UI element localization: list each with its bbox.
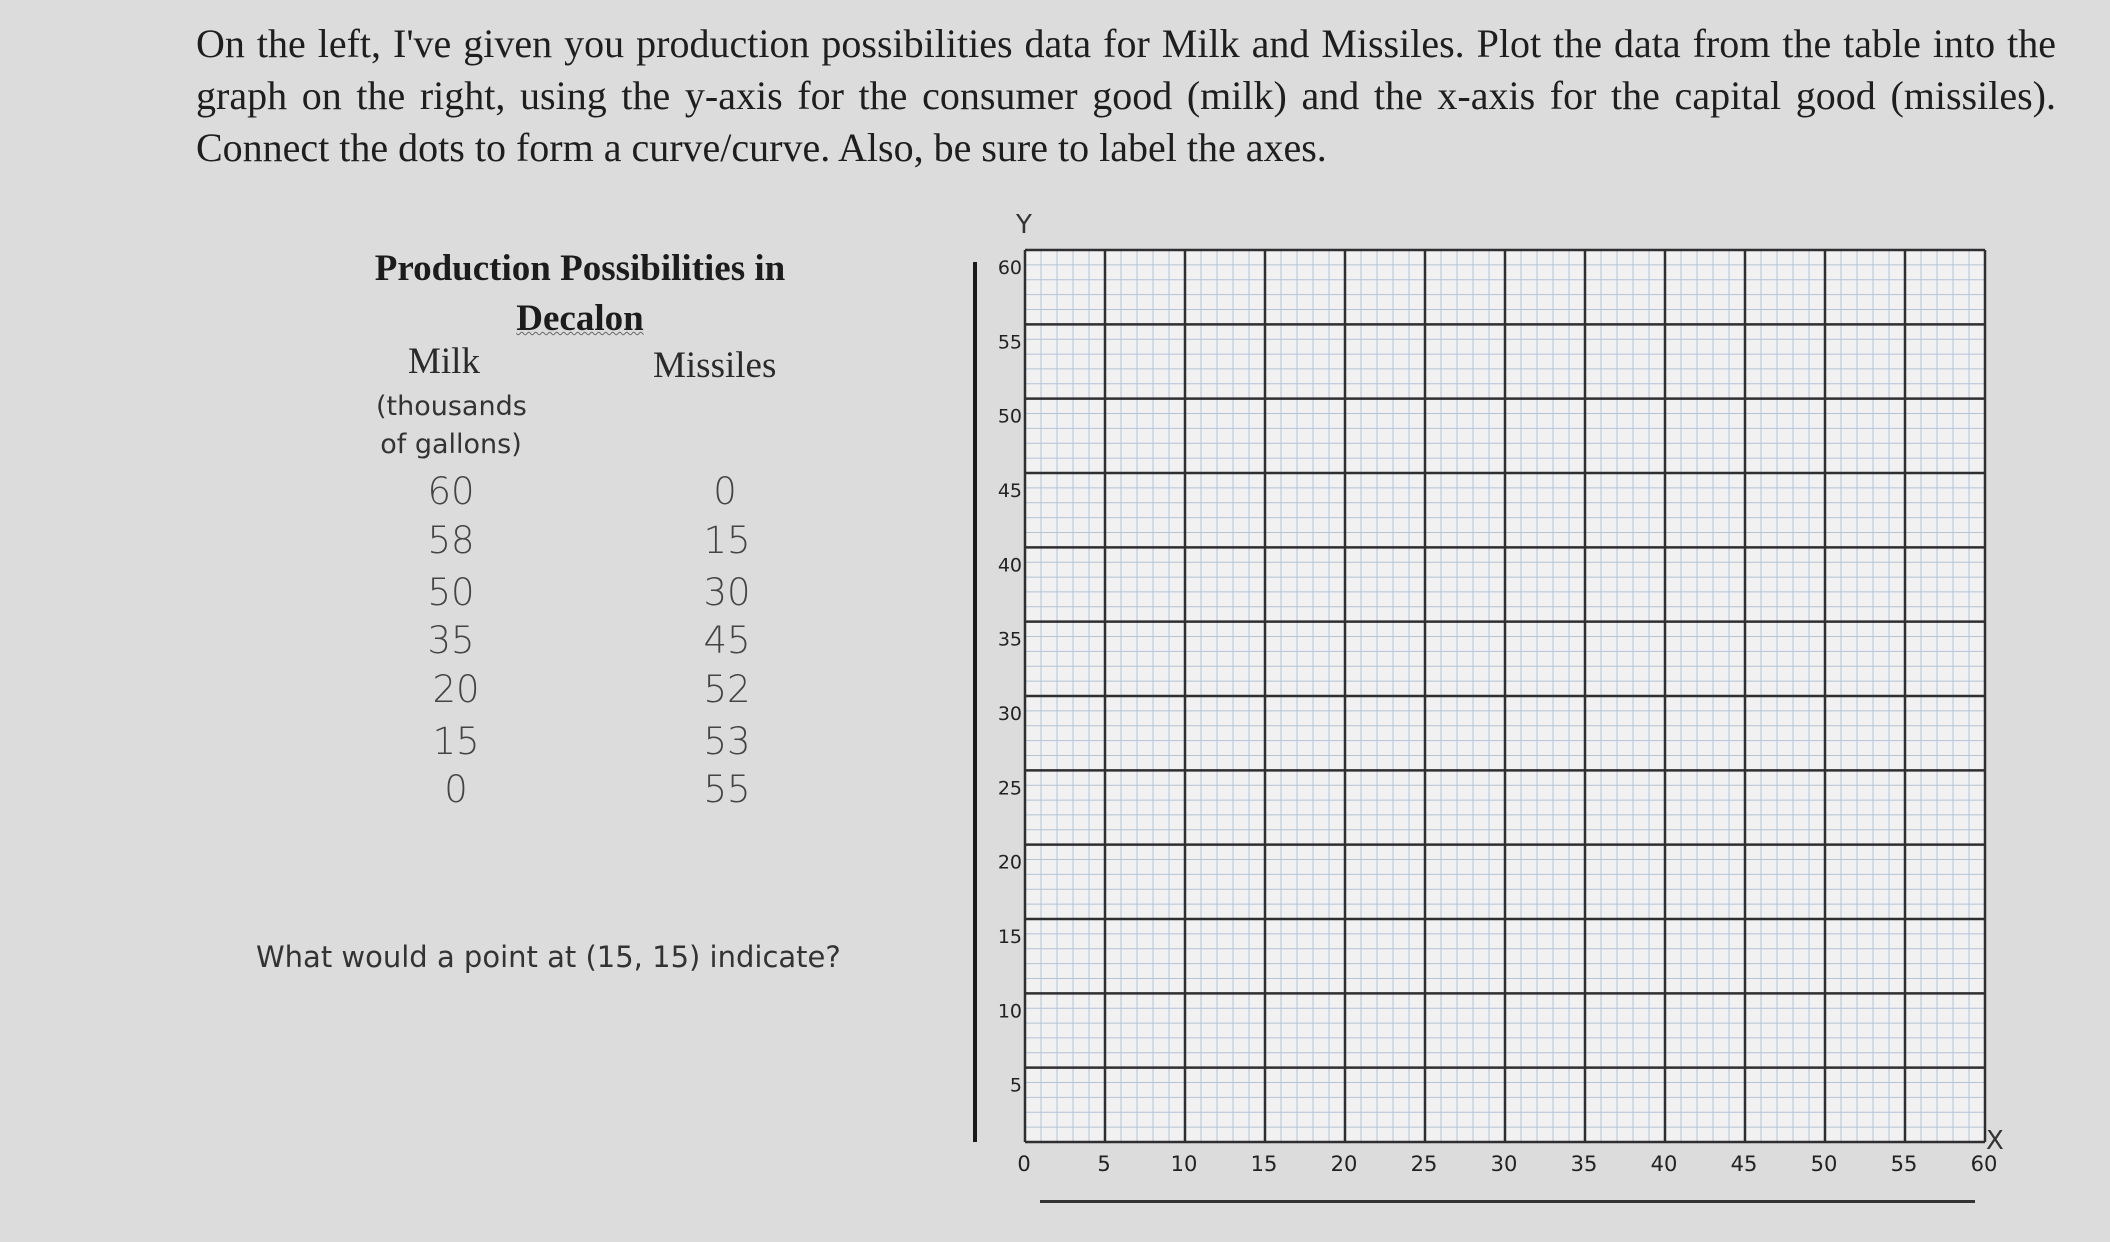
y-tick-label: 25	[997, 777, 1022, 800]
y-tick-label: 40	[997, 554, 1022, 577]
milk-value: 58	[427, 519, 475, 562]
x-tick-label: 40	[1650, 1152, 1678, 1176]
y-tick-labels	[998, 257, 1022, 1097]
x-tick-label: 45	[1730, 1152, 1758, 1176]
y-tick-label: 5	[1009, 1074, 1022, 1097]
table-subtitle: Decalon	[516, 298, 644, 339]
x-tick-label: 15	[1250, 1152, 1278, 1176]
y-tick-label: 35	[997, 628, 1022, 651]
x-tick-label: 20	[1330, 1152, 1358, 1176]
y-tick-label: 20	[997, 851, 1022, 874]
missile-value: 15	[703, 519, 751, 562]
table-title-line: Production Possibilities in	[374, 248, 786, 289]
question-text: What would a point at (15, 15) indicate?	[256, 940, 841, 974]
x-tick-label: 0	[1017, 1152, 1031, 1176]
milk-units-label: (thousands of gallons)	[376, 391, 527, 460]
x-tick-label: 60	[1970, 1152, 1998, 1176]
milk-column-header: Milk	[408, 341, 480, 382]
x-axis-letter: X	[1986, 1126, 2004, 1156]
y-axis-letter: Y	[1016, 210, 1032, 240]
y-tick-label: 10	[997, 1000, 1022, 1023]
missile-value: 52	[703, 668, 751, 711]
missile-value: 30	[703, 571, 751, 614]
x-tick-label: 55	[1890, 1152, 1918, 1176]
y-tick-label: 15	[997, 926, 1022, 948]
milk-value: 0	[444, 768, 468, 811]
y-tick-label: 60	[997, 257, 1022, 279]
milk-value: 50	[427, 571, 475, 614]
instructions-text: On the left, I've given you production possibilities data for Milk and Missiles. Plot the data from the table into the graph on the right, using the y-axis for the consumer good (milk) and the x-axis for the capital good (missiles). Connect the dots to form a curve/curve. Also, be sure to label the axes.	[196, 21, 2056, 170]
missile-value: 55	[703, 768, 751, 811]
missiles-column-header: Missiles	[653, 345, 777, 386]
x-tick-label: 10	[1170, 1152, 1198, 1176]
x-tick-label: 25	[1410, 1152, 1438, 1176]
x-tick-labels	[1017, 1152, 1997, 1176]
x-tick-label: 50	[1810, 1152, 1838, 1176]
missile-value: 53	[703, 720, 751, 763]
x-tick-label: 30	[1490, 1152, 1518, 1176]
milk-value: 20	[432, 668, 480, 711]
y-tick-label: 55	[997, 331, 1022, 354]
milk-value: 15	[432, 720, 480, 763]
x-tick-label: 35	[1570, 1152, 1598, 1176]
missile-value: 45	[703, 619, 751, 662]
x-tick-label: 5	[1097, 1152, 1111, 1176]
milk-value: 35	[427, 619, 475, 662]
missile-value: 0	[713, 470, 737, 513]
y-tick-label: 50	[997, 405, 1022, 428]
y-tick-label: 45	[997, 480, 1022, 502]
milk-value: 60	[427, 470, 475, 513]
y-tick-label: 30	[997, 703, 1022, 725]
